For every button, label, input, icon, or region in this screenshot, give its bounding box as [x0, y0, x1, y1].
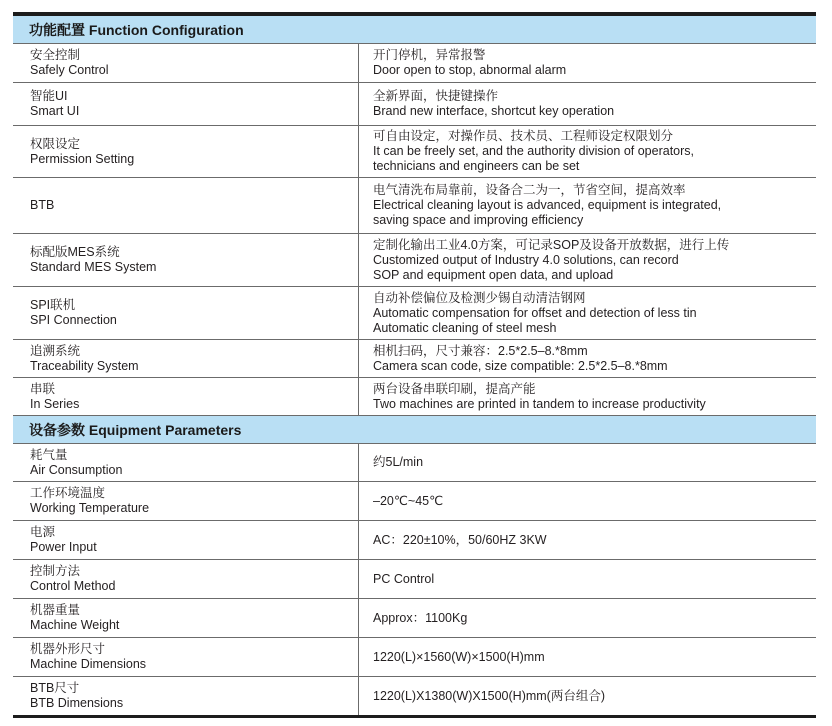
feature-description-cell — [359, 44, 816, 82]
function-config-row — [13, 44, 816, 83]
equipment-param-row — [13, 638, 816, 677]
function-config-row — [13, 83, 816, 126]
param-name-en: Working Temperature — [30, 501, 150, 515]
feature-name-cell — [13, 287, 359, 339]
feature-name-cell — [13, 378, 359, 415]
param-value-cell — [359, 444, 816, 481]
feature-description-cell — [359, 178, 816, 233]
feature-description-line: Camera scan code, size compatible: 2.5*2.5–8.*8mm — [373, 358, 668, 373]
equipment-param-row — [13, 444, 816, 482]
function-config-table — [13, 44, 816, 415]
param-value-cell — [359, 599, 816, 637]
equipment-params-table — [13, 444, 816, 715]
param-value-cell — [359, 482, 816, 520]
param-name-en: Control Method — [30, 579, 116, 593]
feature-name-cell — [13, 178, 359, 233]
spec-sheet — [13, 12, 816, 718]
equipment-param-row — [13, 560, 816, 599]
param-name-zh: 工作环境温度 — [30, 486, 106, 500]
feature-description-line: SOP and equipment open data, and upload — [373, 267, 614, 282]
param-name-zh: 控制方法 — [30, 564, 81, 578]
param-name-en: Air Consumption — [30, 462, 123, 477]
param-name-cell — [13, 521, 359, 559]
param-value: PC Control — [373, 571, 435, 586]
feature-name-zh: 智能UI — [30, 89, 68, 103]
feature-description-line: 开门停机，异常报警 — [373, 48, 486, 62]
feature-name-en: SPI Connection — [30, 313, 117, 327]
param-name-cell — [13, 599, 359, 637]
feature-description-line: technicians and engineers can be set — [373, 159, 580, 173]
feature-name-zh: 追溯系统 — [30, 343, 81, 358]
function-config-row — [13, 287, 816, 340]
feature-name-en: Smart UI — [30, 104, 80, 118]
feature-description-line: 定制化输出工业4.0方案，可记录SOP及设备开放数据，进行上传 — [373, 237, 730, 252]
feature-name-en: Safely Control — [30, 63, 109, 77]
param-name-cell — [13, 638, 359, 676]
equipment-param-row — [13, 599, 816, 638]
feature-description-line: Door open to stop, abnormal alarm — [373, 63, 567, 77]
param-value: 1220(L)X1380(W)X1500(H)mm(两台组合) — [373, 688, 606, 703]
feature-name-en: Standard MES System — [30, 260, 157, 274]
feature-description-line: Electrical cleaning layout is advanced, equipment is integrated, — [373, 198, 722, 212]
feature-description-cell — [359, 287, 816, 339]
feature-description-cell — [359, 378, 816, 415]
feature-name-zh: 权限设定 — [30, 136, 81, 151]
feature-description-line: Brand new interface, shortcut key operation — [373, 104, 615, 118]
param-name-cell — [13, 482, 359, 520]
feature-name-cell — [13, 83, 359, 125]
param-value: 1220(L)×1560(W)×1500(H)mm — [373, 649, 545, 664]
feature-name-zh: SPI联机 — [30, 298, 76, 312]
function-config-heading: 功能配置 Function Configuration — [13, 16, 816, 44]
feature-description-line: 电气清洗布局靠前，设备合二为一，节省空间，提高效率 — [373, 183, 686, 197]
param-value-cell — [359, 560, 816, 598]
param-name-cell — [13, 444, 359, 481]
feature-description-line: 可自由设定，对操作员、技术员、工程师设定权限划分 — [373, 129, 674, 143]
feature-description-line: 自动补偿偏位及检测少锡自动清洁钢网 — [373, 290, 586, 305]
feature-description-line: Customized output of Industry 4.0 solutions, can record — [373, 252, 679, 267]
param-name-zh: BTB尺寸 — [30, 681, 80, 695]
param-name-cell — [13, 677, 359, 715]
param-name-en: BTB Dimensions — [30, 696, 124, 710]
feature-name-zh: 串联 — [30, 381, 56, 396]
feature-name-cell — [13, 234, 359, 286]
param-value-cell — [359, 677, 816, 715]
function-config-row — [13, 340, 816, 378]
feature-name-cell — [13, 340, 359, 377]
function-config-row — [13, 178, 816, 234]
param-value-cell — [359, 521, 816, 559]
param-name-en: Machine Dimensions — [30, 657, 147, 671]
feature-name-en: Permission Setting — [30, 151, 135, 166]
feature-description-cell — [359, 126, 816, 177]
equipment-param-row — [13, 521, 816, 560]
param-value: Approx：1100Kg — [373, 610, 468, 625]
param-value-cell — [359, 638, 816, 676]
param-name-zh: 机器外形尺寸 — [30, 642, 106, 656]
feature-name-en: Traceability System — [30, 358, 139, 373]
param-value: AC：220±10%，50/60HZ 3KW — [373, 532, 547, 547]
feature-description-line: Automatic cleaning of steel mesh — [373, 320, 557, 335]
feature-description-line: Two machines are printed in tandem to increase productivity — [373, 396, 706, 411]
param-name-en: Machine Weight — [30, 618, 120, 632]
feature-description-cell — [359, 83, 816, 125]
feature-name-zh: 安全控制 — [30, 48, 81, 62]
feature-description-line: It can be freely set, and the authority division of operators, — [373, 144, 695, 158]
feature-name-zh: 标配版MES系统 — [30, 245, 120, 259]
param-name-en: Power Input — [30, 540, 97, 554]
equipment-params-heading: 设备参数 Equipment Parameters — [13, 415, 816, 444]
feature-name-en: In Series — [30, 396, 80, 411]
function-config-row — [13, 126, 816, 178]
feature-description-line: 全新界面，快捷键操作 — [373, 89, 499, 103]
feature-description-cell — [359, 234, 816, 286]
equipment-param-row — [13, 677, 816, 715]
feature-description-line: saving space and improving efficiency — [373, 213, 584, 227]
param-value: –20℃~45℃ — [373, 493, 444, 508]
feature-name-en: BTB — [30, 198, 55, 212]
function-config-row — [13, 378, 816, 415]
param-name-zh: 电源 — [30, 525, 56, 539]
param-name-zh: 耗气量 — [30, 447, 68, 462]
feature-description-line: 两台设备串联印刷，提高产能 — [373, 381, 536, 396]
function-config-row — [13, 234, 816, 287]
feature-description-line: Automatic compensation for offset and detection of less tin — [373, 305, 697, 320]
equipment-param-row — [13, 482, 816, 521]
param-name-cell — [13, 560, 359, 598]
param-name-zh: 机器重量 — [30, 603, 81, 617]
param-value: 约5L/min — [373, 455, 424, 469]
feature-description-cell — [359, 340, 816, 377]
bottom-rule — [13, 715, 816, 718]
feature-description-line: 相机扫码，尺寸兼容：2.5*2.5–8.*8mm — [373, 343, 588, 358]
feature-name-cell — [13, 44, 359, 82]
feature-name-cell — [13, 126, 359, 177]
